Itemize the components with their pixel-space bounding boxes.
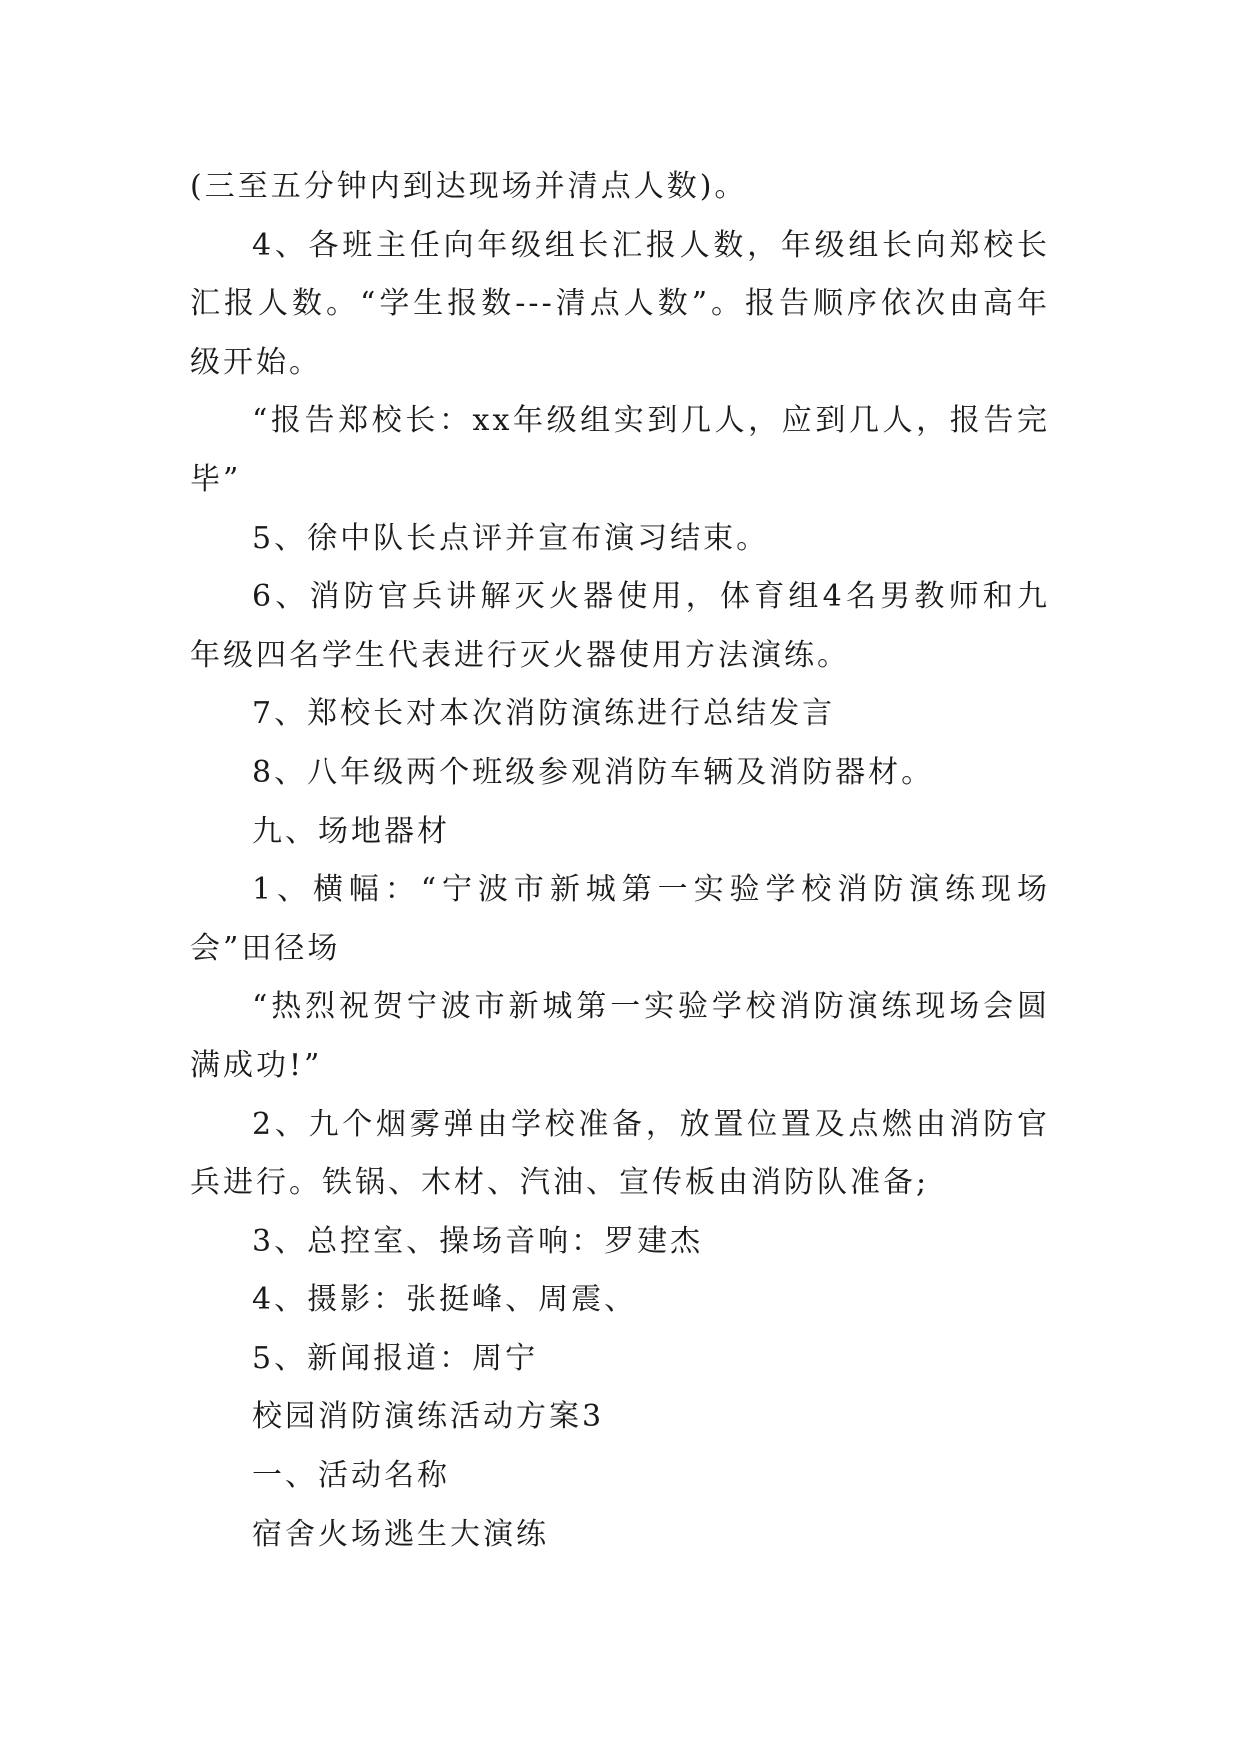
paragraph: 5、徐中队长点评并宣布演习结束。 (252, 520, 770, 556)
paragraph: 2、九个烟雾弹由学校准备，放置位置及点燃由消防官兵进行。铁锅、木材、汽油、宣传板由消防队准备; (190, 1106, 1050, 1201)
paragraph: “热烈祝贺宁波市新城第一实验学校消防演练现场会圆满成功!” (190, 989, 1050, 1083)
document-body (190, 158, 1050, 1564)
paragraph: 4、各班主任向年级组长汇报人数，年级组长向郑校长汇报人数。“学生报数---清点人数”。报告顺序依次由高年级开始。 (190, 227, 1050, 380)
paragraph: 6、消防官兵讲解灭火器使用，体育组4名男教师和九年级四名学生代表进行灭火器使用方法演练。 (190, 579, 1050, 673)
section-heading: 一、活动名称 (252, 1458, 450, 1494)
paragraph: 宿舍火场逃生大演练 (252, 1516, 549, 1552)
paragraph: 8、八年级两个班级参观消防车辆及消防器材。 (252, 754, 935, 790)
paragraph: 4、摄影：张挺峰、周震、 (252, 1282, 638, 1318)
section-heading: 九、场地器材 (252, 813, 450, 849)
paragraph: 3、总控室、操场音响：罗建杰 (252, 1223, 704, 1259)
paragraph: “报告郑校长：xx年级组实到几人，应到几人，报告完毕” (190, 403, 1050, 497)
document-title: 校园消防演练活动方案3 (252, 1399, 605, 1435)
paragraph: 7、郑校长对本次消防演练进行总结发言 (252, 696, 836, 732)
paragraph: (三至五分钟内到达现场并清点人数)。 (190, 169, 748, 204)
paragraph: 5、新闻报道：周宁 (252, 1340, 539, 1376)
paragraph: 1、横幅：“宁波市新城第一实验学校消防演练现场会”田径场 (190, 872, 1050, 966)
